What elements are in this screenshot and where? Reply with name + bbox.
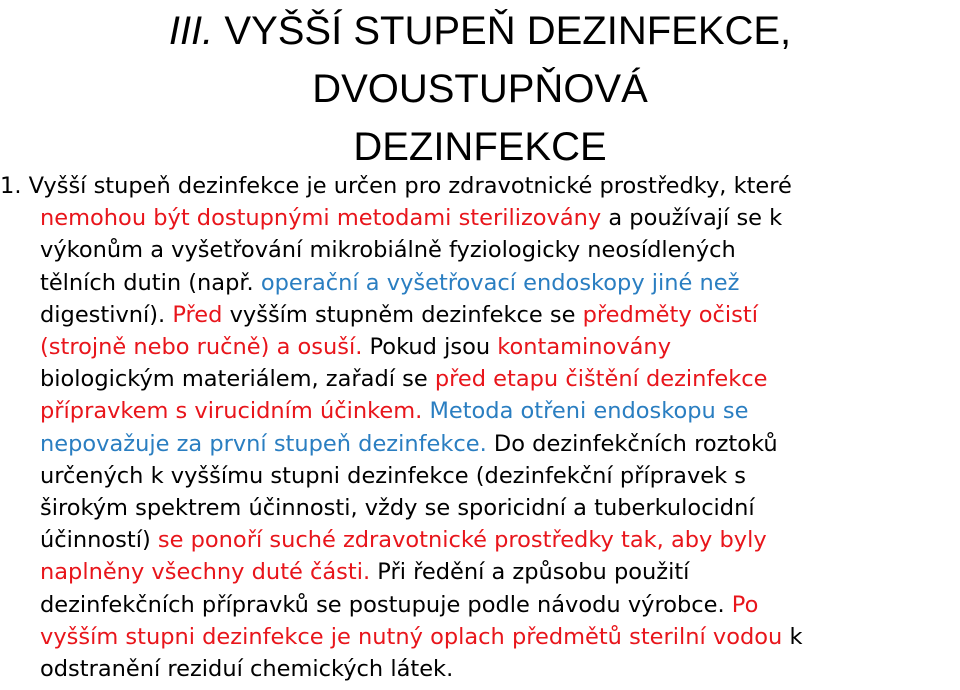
text-segment-black: Při ředění a způsobu použití: [370, 559, 690, 586]
text-segment-black: širokým spektrem účinnosti, vždy se sporicidní a tuberkulocidní: [40, 495, 755, 522]
text-line: [0, 428, 952, 460]
text-segment-red: před etapu čištění dezinfekce: [434, 366, 768, 393]
text-line: [0, 299, 952, 331]
text-line: [0, 621, 952, 653]
text-segment-black: vyšším stupněm dezinfekce se: [222, 301, 583, 328]
text-segment-red: vyšším stupni dezinfekce je nutný oplach předmětů sterilní vodou: [40, 623, 783, 650]
text-segment-red: předměty očistí: [582, 301, 758, 328]
text-segment-blue: nepovažuje za první stupeň dezinfekce.: [40, 430, 487, 457]
text-segment-black: k: [782, 623, 803, 650]
text-segment-black: a používají se k: [601, 205, 783, 232]
text-segment-blue: operační a vyšetřovací endoskopy jiné než: [260, 269, 740, 296]
text-segment-red: přípravkem s virucidním účinkem.: [40, 398, 423, 425]
text-line: [0, 460, 952, 492]
text-segment-black: odstranění reziduí chemických látek.: [40, 656, 454, 683]
text-segment-black: biologickým materiálem, zařadí se: [40, 366, 435, 393]
text-line: [0, 267, 952, 299]
text-line: [0, 653, 952, 685]
text-segment-black: účinností): [40, 527, 158, 554]
title-line-2: DEZINFEKCE: [353, 125, 607, 169]
text-line: [0, 524, 952, 556]
text-segment-red: Po: [731, 591, 759, 618]
text-segment-blue: Metoda otřeni endoskopu se: [429, 398, 749, 425]
text-line: [0, 202, 952, 234]
title-roman-numeral: III.: [168, 9, 214, 53]
text-line: [0, 492, 952, 524]
text-segment-black: určených k vyššímu stupni dezinfekce (dezinfekční přípravek s: [40, 462, 747, 489]
text-segment-black: tělních dutin (např.: [40, 269, 261, 296]
text-line: [0, 331, 952, 363]
text-segment-black: Pokud jsou: [362, 334, 498, 361]
text-segment-black: Vyšší stupeň dezinfekce je určen pro zdravotnické prostředky, které: [28, 173, 792, 199]
text-segment-black: dezinfekčních přípravků se postupuje podle návodu výrobce.: [40, 591, 732, 618]
text-line: [0, 363, 952, 395]
text-segment-black: výkonům a vyšetřování mikrobiálně fyziologicky neosídlených: [40, 237, 736, 264]
text-segment-red: nemohou být dostupnými metodami sterilizovány: [40, 205, 602, 232]
text-line: [0, 589, 952, 621]
body-paragraph: [0, 170, 952, 685]
text-segment-red: (strojně nebo ručně) a osuší.: [40, 334, 363, 361]
text-segment-black: Do dezinfekčních roztoků: [486, 430, 778, 457]
text-line: [0, 234, 952, 266]
text-segment-red: Před: [172, 301, 223, 328]
text-line: [0, 170, 952, 202]
text-segment-red: kontaminovány: [497, 334, 672, 361]
title-line-1: VYŠŠÍ STUPEŇ DEZINFEKCE, DVOUSTUPŇOVÁ: [213, 9, 792, 111]
text-line: [0, 395, 952, 427]
text-segment-red: se ponoří suché zdravotnické prostředky tak, aby byly: [157, 527, 767, 554]
text-segment-red: naplněny všechny duté části.: [40, 559, 371, 586]
text-segment-black: digestivní).: [40, 301, 173, 328]
slide-title: [0, 2, 960, 176]
text-line: [0, 556, 952, 588]
list-number: 1.: [0, 173, 22, 199]
